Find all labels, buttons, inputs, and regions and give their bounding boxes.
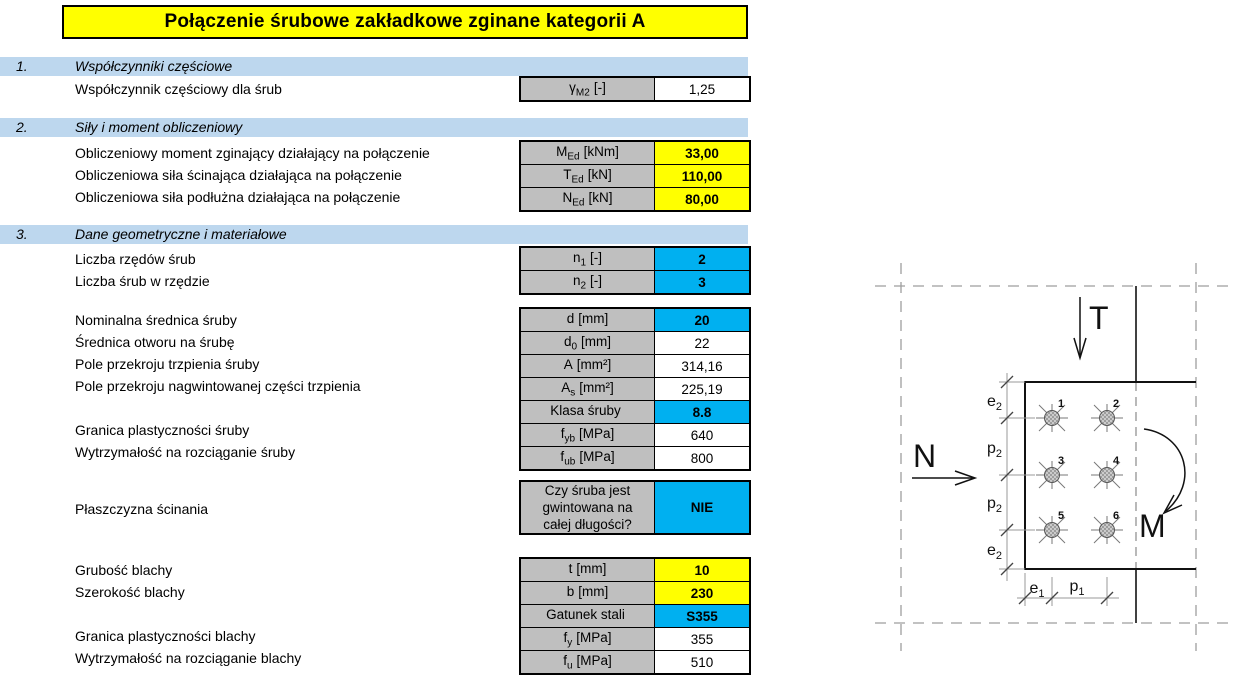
table-row <box>520 355 750 378</box>
param-table-5 <box>519 480 751 535</box>
table-row <box>520 247 750 271</box>
param-symbol: Gatunek stali <box>520 605 655 628</box>
param-label: Obliczeniowa siła podłużna działająca na połączenie <box>75 189 401 205</box>
param-value: 314,16 <box>655 355 751 378</box>
dim-label-e1: $e_1$ <box>1029 580 1045 600</box>
param-label: Wytrzymałość na rozciąganie blachy <box>75 650 302 666</box>
shear-force-label: T <box>1089 300 1109 336</box>
param-value-select[interactable]: 2 <box>655 247 751 271</box>
param-label: Płaszczyzna ścinania <box>75 501 209 517</box>
table-row <box>520 424 750 447</box>
table-row <box>520 271 750 295</box>
param-label <box>75 397 515 419</box>
param-label: Pole przekroju trzpienia śruby <box>75 356 260 372</box>
param-symbol: Klasa śruby <box>520 401 655 424</box>
param-symbol: $N_{Ed}$ [kN] <box>520 188 655 212</box>
bolt-number: 2 <box>1113 398 1120 410</box>
param-value-input[interactable]: 33,00 <box>655 141 751 165</box>
table-row <box>520 628 750 651</box>
table-row <box>520 558 750 582</box>
table-row <box>520 308 750 332</box>
table-row <box>520 481 750 534</box>
param-symbol: $n_1$ [-] <box>520 247 655 271</box>
param-symbol: A [mm²] <box>520 355 655 378</box>
bolt-number: 1 <box>1058 398 1065 410</box>
labels-block-6 <box>75 559 515 669</box>
param-label: Wytrzymałość na rozciąganie śruby <box>75 444 296 460</box>
param-symbol: $M_{Ed}$ [kNm] <box>520 141 655 165</box>
moment-label: M <box>1139 508 1166 544</box>
param-label: Liczba śrub w rzędzie <box>75 273 210 289</box>
section-number: 2. <box>16 119 28 135</box>
bolt-number: 4 <box>1113 455 1120 467</box>
param-symbol: $\gamma_{M2}$ [-] <box>520 77 655 101</box>
dim-label-p1: $p_1$ <box>1069 578 1085 598</box>
param-symbol: d [mm] <box>520 308 655 332</box>
param-value-select[interactable]: 3 <box>655 271 751 295</box>
param-table-4 <box>519 307 751 471</box>
param-value-select[interactable]: 8.8 <box>655 401 751 424</box>
param-label: Średnica otworu na śrubę <box>75 334 235 350</box>
param-symbol: $f_{ub}$ [MPa] <box>520 447 655 471</box>
param-value: 800 <box>655 447 751 471</box>
param-label: Współczynnik częściowy dla śrub <box>75 81 282 97</box>
dim-label-e2-bottom: $e_2$ <box>986 542 1002 562</box>
section-number: 1. <box>16 58 28 74</box>
table-row <box>520 582 750 605</box>
param-value: 1,25 <box>655 77 751 101</box>
table-row <box>520 141 750 165</box>
section-title: Współczynniki częściowe <box>75 58 233 74</box>
param-table-1 <box>519 76 751 102</box>
axial-force-label: N <box>913 438 937 474</box>
table-row <box>520 188 750 212</box>
param-label: Liczba rzędów śrub <box>75 251 196 267</box>
table-row <box>520 77 750 101</box>
param-value-input[interactable]: 80,00 <box>655 188 751 212</box>
param-symbol: $T_{Ed}$ [kN] <box>520 165 655 188</box>
param-value-input[interactable]: 110,00 <box>655 165 751 188</box>
labels-block-1 <box>75 78 515 100</box>
param-symbol: $A_s$ [mm²] <box>520 378 655 401</box>
param-value-input[interactable]: 230 <box>655 582 751 605</box>
shear-force-arrow <box>1074 297 1086 358</box>
bolt-number: 6 <box>1113 510 1120 522</box>
param-label <box>75 603 515 625</box>
param-value-select[interactable]: 20 <box>655 308 751 332</box>
param-value-input[interactable]: 10 <box>655 558 751 582</box>
table-row <box>520 605 750 628</box>
bolt-number: 5 <box>1058 510 1065 522</box>
section-title: Dane geometryczne i materiałowe <box>75 226 287 242</box>
param-symbol: $f_y$ [MPa] <box>520 628 655 651</box>
section-header-1 <box>0 57 748 76</box>
section-title: Siły i moment obliczeniowy <box>75 119 243 135</box>
dim-label-p2-upper: $p_2$ <box>986 440 1002 460</box>
param-table-6 <box>519 557 751 675</box>
param-table-2 <box>519 140 751 212</box>
param-label: Granica plastyczności śruby <box>75 422 250 438</box>
table-row <box>520 378 750 401</box>
param-symbol: $d_0$ [mm] <box>520 332 655 355</box>
param-label: Obliczeniowa siła ścinająca działająca na połączenie <box>75 167 402 183</box>
bolt-number: 3 <box>1058 455 1065 467</box>
connection-diagram <box>865 245 1236 677</box>
param-label: Obliczeniowy moment zginający działający na połączenie <box>75 145 430 161</box>
param-table-3 <box>519 246 751 295</box>
param-question: Czy śruba jest gwintowana na całej długości? <box>520 481 655 534</box>
dim-label-e2-top: $e_2$ <box>986 393 1002 413</box>
table-row <box>520 332 750 355</box>
param-label: Granica plastyczności blachy <box>75 628 256 644</box>
param-value-select[interactable]: S355 <box>655 605 751 628</box>
param-symbol: $f_u$ [MPa] <box>520 651 655 675</box>
param-symbol: $n_2$ [-] <box>520 271 655 295</box>
param-value: 355 <box>655 628 751 651</box>
param-symbol: $f_{yb}$ [MPa] <box>520 424 655 447</box>
param-value: 510 <box>655 651 751 675</box>
param-value-select[interactable]: NIE <box>655 481 751 534</box>
param-value: 22 <box>655 332 751 355</box>
section-header-3 <box>0 225 748 244</box>
param-value: 225,19 <box>655 378 751 401</box>
table-row <box>520 651 750 675</box>
table-row <box>520 401 750 424</box>
param-symbol: b [mm] <box>520 582 655 605</box>
param-label: Pole przekroju nagwintowanej części trzpienia <box>75 378 361 394</box>
param-label: Nominalna średnica śruby <box>75 312 237 328</box>
section-number: 3. <box>16 226 28 242</box>
param-label: Szerokość blachy <box>75 584 185 600</box>
table-row <box>520 447 750 471</box>
dim-label-p2-lower: $p_2$ <box>986 495 1002 515</box>
section-header-2 <box>0 118 748 137</box>
param-label: Grubość blachy <box>75 562 173 578</box>
labels-block-4 <box>75 309 515 463</box>
table-row <box>520 165 750 188</box>
labels-block-2 <box>75 142 515 208</box>
page-title: Połączenie śrubowe zakładkowe zginane kategorii A <box>62 5 748 39</box>
labels-block-3 <box>75 248 515 292</box>
param-value: 640 <box>655 424 751 447</box>
param-symbol: t [mm] <box>520 558 655 582</box>
